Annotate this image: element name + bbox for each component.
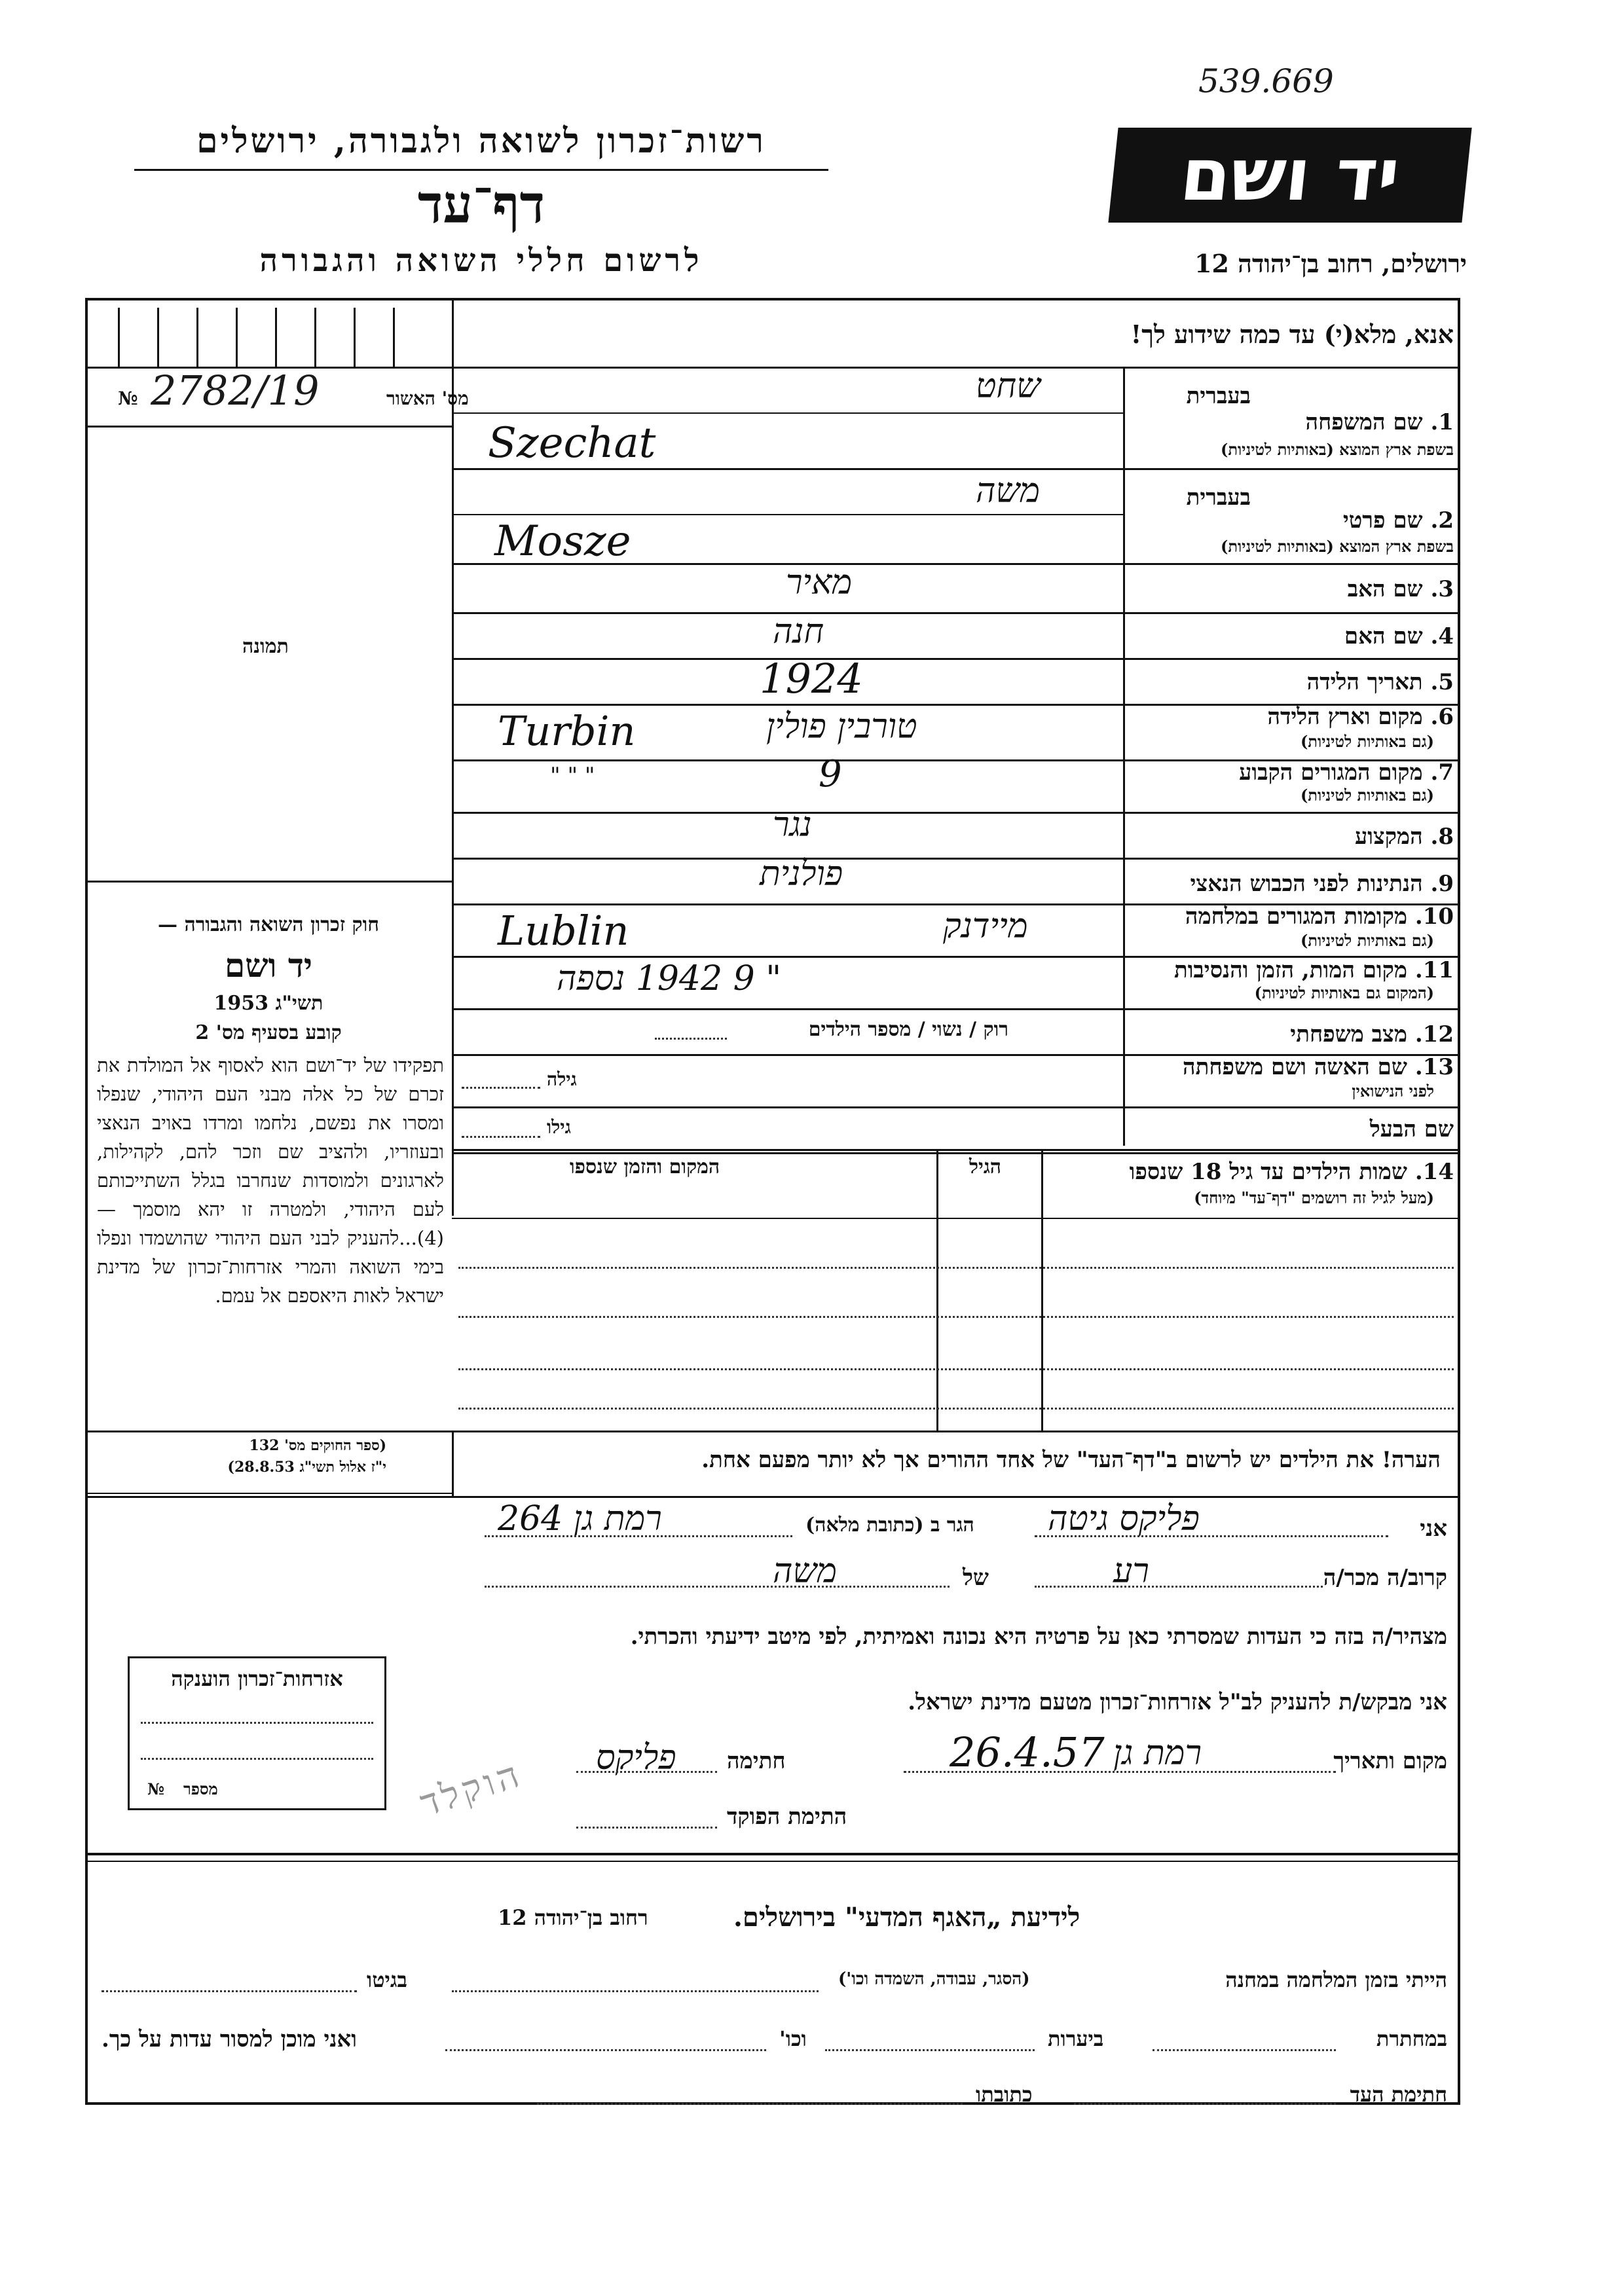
authority-title: רשות־זכרון לשואה ולגבורה, ירושלים bbox=[196, 121, 766, 161]
declarant-relation-label: קרוב/ה מכר/ה bbox=[1323, 1565, 1447, 1591]
approval-number: 2782/19 bbox=[151, 367, 320, 414]
archive-number: 539.669 bbox=[1198, 62, 1334, 100]
field-1-hebrew-tag: בעברית bbox=[1186, 383, 1251, 409]
field-9-value: פולנית bbox=[760, 854, 843, 894]
footer-line1-a: הייתי בזמן המלחמה במחנה bbox=[1225, 1967, 1447, 1992]
citizenship-number-label: מספר bbox=[183, 1779, 218, 1798]
field-5-label: 5. תאריך הלידה bbox=[1306, 669, 1454, 695]
field-6-hebrew-value: טורבין פולין bbox=[766, 707, 917, 746]
declarant-date: 26.4.57 bbox=[950, 1728, 1105, 1776]
approval-label: מס' האשור bbox=[386, 388, 469, 409]
field-1-label: 1. שם המשפחה bbox=[1305, 409, 1454, 435]
top-instruction: אנא, מלא(י) עד כמה שידוע לך! bbox=[1130, 319, 1454, 349]
footer-line3-a: חתימת העד bbox=[1350, 2082, 1447, 2107]
footer-line2-b: ביערות bbox=[1048, 2026, 1104, 2051]
field-4-value: חנה bbox=[773, 612, 824, 651]
declarant-resides-label: הגר ב (כתובת מלאה) bbox=[805, 1514, 974, 1537]
field-3-value: מאיר bbox=[786, 563, 853, 602]
citizenship-no-mark: № bbox=[147, 1779, 165, 1798]
law-source-1: (ספר החוקים מס' 132 bbox=[249, 1437, 386, 1454]
field-1-sub: בשפת ארץ המוצא (באותיות לטיניות) bbox=[1221, 440, 1454, 459]
form-title: דף־עד bbox=[417, 173, 545, 235]
request-text: אני מבקש/ת להעניק לב"ל אזרחות־זכרון מטעם מדינת ישראל. bbox=[908, 1689, 1447, 1715]
field-12-options: רוק / נשוי / מספר הילדים bbox=[808, 1018, 1008, 1041]
field-11-sub: (המקום גם באותיות לטיניות) bbox=[1254, 983, 1434, 1002]
field-11-value: " 9 1942 נספה bbox=[557, 959, 782, 998]
declarant-relation: רע bbox=[1113, 1552, 1149, 1591]
declarant-of-label: של bbox=[963, 1565, 989, 1591]
law-name: יד ושם bbox=[225, 946, 312, 985]
footer-title: לידיעת „האגף המדעי" בירושלים. bbox=[733, 1902, 1080, 1933]
official-signature-label: התימת הפוקד bbox=[727, 1804, 847, 1830]
field-8-value: נגר bbox=[773, 805, 812, 845]
field-1-hebrew-value: שחט bbox=[976, 367, 1041, 406]
field-8-label: 8. המקצוע bbox=[1354, 824, 1454, 850]
place-date-label: מקום ותאריך bbox=[1333, 1748, 1447, 1774]
field-2-latin-value: Mosze bbox=[494, 517, 631, 566]
field-7-value: " " " bbox=[550, 763, 595, 789]
yad-vashem-logo: יד ושם bbox=[1108, 128, 1471, 223]
field-6-label: 6. מקום וארץ הלידה bbox=[1267, 704, 1454, 730]
children-col-age: הגיל bbox=[969, 1156, 1002, 1178]
form-subtitle: לרשום חללי השואה והגבורה bbox=[259, 242, 703, 279]
field-7-label: 7. מקום המגורים הקבוע bbox=[1239, 759, 1454, 786]
husband-label: שם הבעל bbox=[1369, 1116, 1454, 1142]
declarant-ani: אני bbox=[1420, 1516, 1447, 1542]
typed-stamp: הוקלד bbox=[415, 1752, 528, 1826]
law-source-2: י"ז אלול תשי"ג 28.8.53) bbox=[227, 1459, 386, 1476]
footer-line2-c: וכו' bbox=[779, 2026, 807, 2051]
field-4-label: 4. שם האם bbox=[1344, 623, 1454, 649]
field-10-hebrew-value: מיידנק bbox=[943, 907, 1028, 946]
children-label: 14. שמות הילדים עד גיל 18 שנספו bbox=[1129, 1159, 1454, 1185]
field-10-latin-value: Lublin bbox=[498, 907, 629, 955]
field-10-sub: (גם באותיות לטיניות) bbox=[1300, 931, 1434, 950]
photo-label: תמונה bbox=[242, 635, 289, 658]
children-col-place: המקום והזמן שנספו bbox=[570, 1156, 720, 1178]
footer-line1-c: בגיטו bbox=[367, 1967, 407, 1992]
field-2-sub: בשפת ארץ המוצא (באותיות לטיניות) bbox=[1221, 537, 1454, 556]
field-13-sub: לפני הנישואין bbox=[1352, 1082, 1434, 1101]
law-clause: קובע בסעיף מס' 2 bbox=[195, 1021, 342, 1044]
footer-line1-b: (הסגר, עבודה, השמדה וכו') bbox=[838, 1969, 1030, 1989]
footer-line2-a: במחתרת bbox=[1376, 2026, 1447, 2051]
declarant-place: רמת גן bbox=[1113, 1734, 1202, 1773]
declarant-name: פליקס גיטה bbox=[1048, 1499, 1200, 1539]
footer-line2-d: ואני מוכן למסור עדות על כך. bbox=[101, 2026, 357, 2052]
footer-line3-b: כתובתו bbox=[976, 2082, 1033, 2107]
field-3-label: 3. שם האב bbox=[1347, 576, 1454, 602]
field-2-hebrew-value: משה bbox=[976, 471, 1041, 511]
field-6-latin-value: Turbin bbox=[498, 707, 636, 755]
declarant-signature: פליקס bbox=[596, 1738, 676, 1777]
husband-age-label: גילו bbox=[547, 1116, 571, 1138]
law-title: חוק זכרון השואה והגבורה — bbox=[158, 913, 379, 936]
field-2-label: 2. שם פרטי bbox=[1342, 507, 1454, 534]
law-year: תשי"ג 1953 bbox=[213, 992, 323, 1015]
field-1-latin-value: Szechat bbox=[488, 419, 656, 467]
field-2-hebrew-tag: בעברית bbox=[1186, 484, 1251, 511]
signature-label: חתימה bbox=[727, 1748, 786, 1774]
field-6-sub: (גם באותיות לטיניות) bbox=[1300, 732, 1434, 751]
declaration-text: מצהיר/ה בזה כי העדות שמסרתי כאן על פרטיה היא נכונה ואמיתית, לפי מיטב ידיעתי והכרתי. bbox=[630, 1624, 1447, 1650]
field-7-value-2: 9 bbox=[819, 753, 842, 795]
note: הערה! את הילדים יש לרשום ב"דף־העד" של אחד ההורים אך לא יותר מפעם אחת. bbox=[701, 1447, 1441, 1473]
citizenship-title: אזרחות־זכרון הוענקה bbox=[171, 1666, 343, 1691]
declarant-address: רמת גן 264 bbox=[498, 1499, 662, 1539]
field-11-label: 11. מקום המות, הזמן והנסיבות bbox=[1173, 957, 1454, 983]
children-sub: (מעל לגיל זה רושמים "דף־עד" מיוחד) bbox=[1194, 1188, 1434, 1207]
footer-address: רחוב בן־יהודה 12 bbox=[498, 1905, 648, 1930]
field-7-sub: (גם באותיות לטיניות) bbox=[1300, 786, 1434, 805]
field-13-age-label: גילה bbox=[547, 1068, 577, 1090]
header-address: ירושלים, רחוב בן־יהודה 12 bbox=[1194, 249, 1467, 278]
field-10-label: 10. מקומות המגורים במלחמה bbox=[1185, 903, 1454, 930]
law-text: תפקידו של יד־ושם הוא לאסוף אל המולדת את זכרם של כל אלה מבני העם היהודי, שנפלו ומסרו את נפשם, נלחמו ומרדו באויב הנאצי ובעוזריו, ולהציב שם וזכר להם, לקהילות, לארגונים ולמוסדות שנחרבו בגלל השתייכותם לעם היהודי, ולמטרה זו יהא מוסמך — (4)...להעניק לבני העם היהודי שהושמדו ונפלו בימי השואה והמרי אזרחות־זכרון של מדינת ישראל לאות היאספם אל עמם. bbox=[97, 1054, 444, 1307]
field-9-label: 9. הנתינות לפני הכבוש הנאצי bbox=[1190, 871, 1454, 897]
approval-no-mark: № bbox=[118, 388, 138, 409]
field-5-value: 1924 bbox=[760, 655, 863, 702]
declarant-of-name: משה bbox=[773, 1552, 838, 1591]
field-13-label: 13. שם האשה ושם משפחתה bbox=[1183, 1054, 1454, 1080]
field-12-label: 12. מצב משפחתי bbox=[1290, 1021, 1454, 1048]
